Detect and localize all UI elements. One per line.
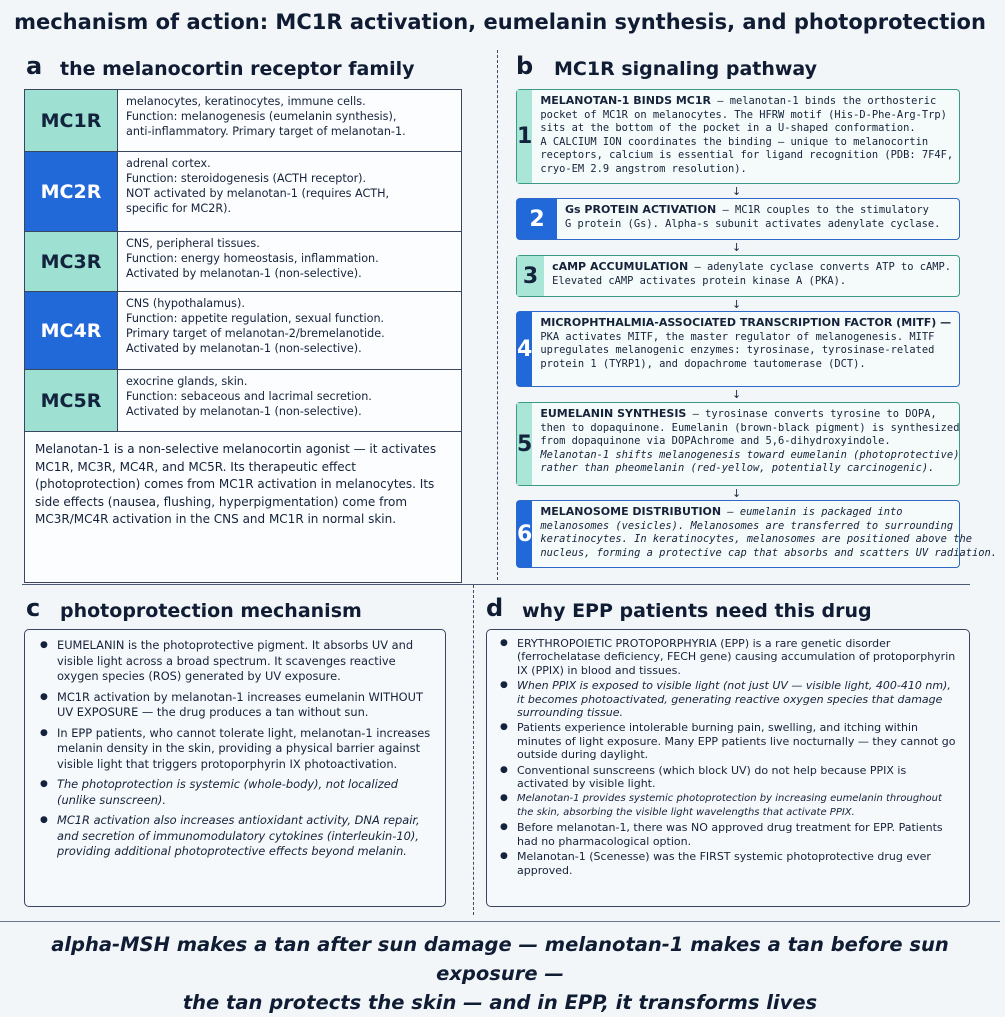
step-line: upregulates melanogenic enzymes: tyrosinase, tyrosinase-related (540, 344, 935, 357)
page-title: mechanism of action: MC1R activation, eumelanin synthesis, and photoprotection (14, 10, 986, 34)
panel-b-title: MC1R signaling pathway (554, 58, 818, 80)
down-arrow-icon: ↓ (732, 388, 742, 401)
step-line: PKA activates MITF, the master regulator of melanogenesis. MITF (540, 330, 935, 343)
receptor-description (117, 292, 461, 369)
footer-line-2: the tan protects the skin — and in EPP, it transforms lives (182, 991, 818, 1014)
receptor-name: MC4R (25, 292, 117, 369)
step-line: rather than pheomelanin (red-yellow, potentially carcinogenic). (540, 462, 935, 475)
receptor-row-mc5r (25, 370, 461, 432)
bullet-item: ● In EPP patients, who cannot tolerate light, melanotan-1 increases melanin density in the skin, providing a physical barrier against visible light that triggers protoporphyrin IX photoactivation. (39, 726, 435, 773)
receptor-description (117, 232, 461, 291)
step-line: keratinocytes. In keratinocytes, melanosomes are positioned above the (540, 533, 972, 546)
step-number: 1 (517, 90, 532, 183)
desc-line: exocrine glands, skin. (126, 375, 248, 388)
desc-line: adrenal cortex. (126, 157, 211, 170)
step-line: cryo-EM 2.9 angstrom resolution). (540, 162, 747, 175)
step-line: G protein (Gs). Alpha-s subunit activates adenylate cyclase. (565, 217, 941, 230)
bullet-item: ● MC1R activation also increases antioxidant activity, DNA repair, and secretion of immunomodulatory cytokines (interleukin-10), providing additional photoprotective effects beyond melanin. (39, 813, 435, 860)
step-heading: EUMELANIN SYNTHESIS (540, 407, 687, 420)
step-line: melanosomes (vesicles). Melanosomes are transferred to surrounding (540, 519, 954, 532)
receptor-row-mc2r (25, 152, 461, 232)
pathway-step-4 (516, 311, 960, 387)
desc-line: anti-inflammatory. Primary target of melanotan-1. (126, 125, 406, 138)
footer-line-1: alpha-MSH makes a tan after sun damage — melanotan-1 makes a tan before sun exposure — (51, 933, 949, 985)
receptor-description (117, 90, 461, 151)
receptor-row-mc1r (25, 90, 461, 152)
receptor-summary: Melanotan-1 is a non-selective melanocortin agonist — it activates MC1R, MC3R, MC4R, and MC5R. Its therapeutic effect (photoprotection) comes from MC1R activation in melanocytes. Its side effects (nausea, flushing, hyperpigmentation) come from MC3R/MC4R activation in the CNS and MC1R in normal skin. (35, 442, 437, 526)
step-line: — adenylate cyclase converts ATP to cAMP. (694, 261, 951, 273)
step-line: A CALCIUM ION coordinates the binding — unique to melanocortin (540, 135, 929, 148)
photoprotection-box (24, 629, 446, 907)
pathway-step-3 (516, 255, 960, 297)
bullet-item: ● Conventional sunscreens (which block UV) do not help because PPIX is activated by visible light. (499, 764, 959, 791)
step-line: pocket of MC1R on melanocytes. The HFRW motif (His-D-Phe-Arg-Trp) (540, 108, 947, 121)
bullet-item: ● Before melanotan-1, there was NO approved drug treatment for EPP. Patients had no pharmacological option. (499, 821, 959, 848)
step-number: 4 (517, 312, 532, 386)
down-arrow-icon: ↓ (732, 185, 742, 198)
step-line: from dopaquinone via DOPAchrome and 5,6-dihydroxyindole. (540, 435, 891, 448)
receptor-name: MC5R (25, 370, 117, 431)
receptor-table (24, 89, 462, 583)
step-description (544, 256, 959, 296)
pathway-step-2 (516, 198, 960, 240)
desc-line: specific for MC2R). (126, 202, 232, 215)
receptor-description (117, 370, 461, 431)
pathway-step-5 (516, 402, 960, 486)
vertical-divider-top (497, 50, 498, 580)
desc-line: Activated by melanotan-1 (non-selective). (126, 267, 362, 280)
desc-line: melanocytes, keratinocytes, immune cells. (126, 95, 366, 108)
step-line: Elevated cAMP activates protein kinase A (PKA). (552, 274, 847, 287)
panel-a-title: the melanocortin receptor family (60, 58, 415, 80)
bullet-item: ● MC1R activation by melanotan-1 increases eumelanin WITHOUT UV EXPOSURE — the drug produces a tan without sun. (39, 690, 435, 721)
step-line: — melanotan-1 binds the orthosteric (717, 95, 937, 107)
desc-line: Primary target of melanotan-2/bremelanotide. (126, 327, 385, 340)
step-line: protein 1 (TYRP1), and dopachrome tautomerase (DCT). (540, 357, 866, 370)
step-description (532, 501, 1005, 567)
bullet-item: ● EUMELANIN is the photoprotective pigment. It absorbs UV and visible light across a broad spectrum. It scavenges reactive oxygen species (ROS) generated by UV exposure. (39, 638, 435, 685)
step-heading: MELANOSOME DISTRIBUTION (540, 505, 722, 518)
desc-line: CNS, peripheral tissues. (126, 237, 260, 250)
bullet-item: ● Melanotan-1 (Scenesse) was the FIRST systemic photoprotective drug ever approved. (499, 850, 959, 877)
step-heading: cAMP ACCUMULATION (552, 260, 689, 273)
pathway-step-6 (516, 500, 997, 568)
step-description (532, 90, 961, 183)
desc-line: NOT activated by melanotan-1 (requires ACTH, (126, 187, 390, 200)
step-line: sits at the bottom of the pocket in a U-shaped conformation. (540, 122, 916, 135)
receptor-name: MC2R (25, 152, 117, 231)
receptor-name: MC3R (25, 232, 117, 291)
receptor-row-mc4r (25, 292, 461, 370)
step-line: — tyrosinase converts tyrosine to DOPA, (692, 408, 937, 420)
bullet-item: ● The photoprotection is systemic (whole-body), not localized (unlike sunscreen). (39, 777, 435, 808)
bullet-item: ● When PPIX is exposed to visible light (not just UV — visible light, 400-410 nm), it becomes photoactivated, generating reactive oxygen species that damage surrounding tissue. (499, 679, 959, 719)
receptor-row-mc3r (25, 232, 461, 292)
vertical-divider-bottom (473, 585, 474, 915)
down-arrow-icon: ↓ (732, 241, 742, 254)
step-number: 2 (517, 199, 557, 239)
step-description (532, 403, 967, 485)
epp-box (486, 629, 970, 907)
step-line: nucleus, forming a protective cap that absorbs and scatters UV radiation. (540, 546, 997, 559)
step-heading: MICROPHTHALMIA-ASSOCIATED TRANSCRIPTION FACTOR (MITF) — (540, 316, 952, 329)
step-line: then to dopaquinone. Eumelanin (brown-black pigment) is synthesized (540, 421, 960, 434)
desc-line: Activated by melanotan-1 (non-selective). (126, 342, 362, 355)
panel-c-title: photoprotection mechanism (60, 600, 362, 622)
bullet-item: ● ERYTHROPOIETIC PROTOPORPHYRIA (EPP) is a rare genetic disorder (ferrochelatase deficiency, FECH gene) causing accumulation of protoporphyrin IX (PPIX) in blood and tissues. (499, 637, 959, 677)
step-number: 6 (517, 501, 532, 567)
pathway-step-1 (516, 89, 960, 184)
desc-line: Function: steroidogenesis (ACTH receptor). (126, 172, 367, 185)
step-number: 5 (517, 403, 532, 485)
step-description (532, 312, 959, 386)
step-line: — eumelanin is packaged into (727, 506, 903, 518)
bullet-item: ● Patients experience intolerable burning pain, swelling, and itching within minutes of light exposure. Many EPP patients live nocturnally — they cannot go outside during daylight. (499, 721, 959, 761)
step-heading: Gs PROTEIN ACTIVATION (565, 203, 717, 216)
panel-b-letter: b (516, 52, 534, 80)
step-line: — MC1R couples to the stimulatory (722, 204, 929, 216)
footer-divider (0, 921, 1000, 922)
step-number: 3 (517, 256, 544, 296)
panel-d-title: why EPP patients need this drug (522, 600, 872, 622)
desc-line: Activated by melanotan-1 (non-selective). (126, 405, 362, 418)
down-arrow-icon: ↓ (732, 298, 742, 311)
panel-a-letter: a (26, 52, 43, 80)
bullet-item: ● Melanotan-1 provides systemic photoprotection by increasing eumelanin throughout the skin, absorbing the visible light wavelengths that activate PPIX. (499, 792, 959, 819)
panel-d-letter: d (486, 594, 504, 622)
desc-line: Function: energy homeostasis, inflammation. (126, 252, 379, 265)
step-heading: MELANOTAN-1 BINDS MC1R (540, 94, 711, 107)
step-description (557, 199, 959, 239)
receptor-name: MC1R (25, 90, 117, 151)
footer-tagline (0, 930, 1000, 1017)
step-line: receptors, calcium is essential for ligand recognition (PDB: 7F4F, (540, 149, 954, 162)
desc-line: Function: melanogenesis (eumelanin synthesis), (126, 110, 397, 123)
down-arrow-icon: ↓ (732, 487, 742, 500)
step-line: Melanotan-1 shifts melanogenesis toward eumelanin (photoprotective) (540, 448, 960, 461)
desc-line: CNS (hypothalamus). (126, 297, 245, 310)
horizontal-divider (22, 584, 970, 585)
receptor-description (117, 152, 461, 231)
desc-line: Function: sebaceous and lacrimal secretion. (126, 390, 372, 403)
desc-line: Function: appetite regulation, sexual function. (126, 312, 385, 325)
panel-c-letter: c (26, 594, 41, 622)
